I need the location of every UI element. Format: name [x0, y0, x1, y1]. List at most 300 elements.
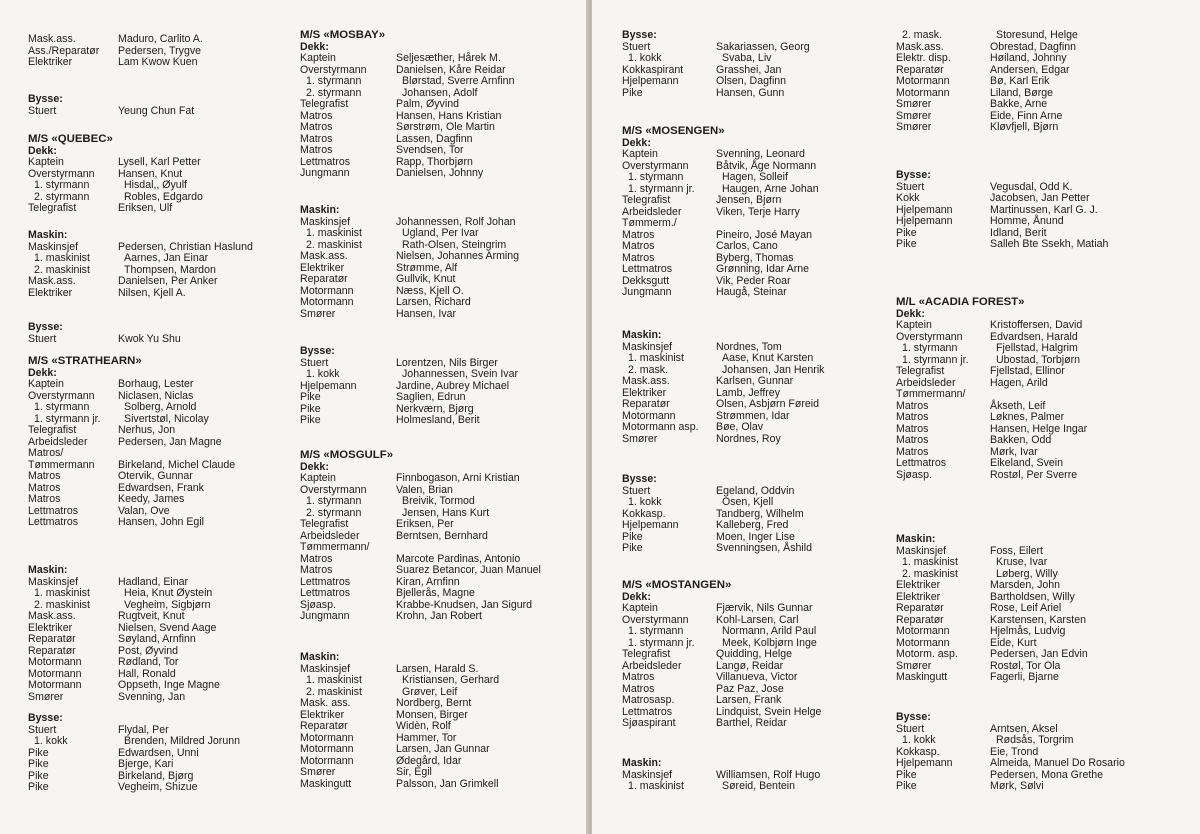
crew-role: Elektriker	[28, 286, 73, 299]
crew-name: Palsson, Jan Grimkell	[396, 777, 499, 790]
crew-role: Motormann	[896, 75, 950, 87]
crew-row	[896, 53, 1176, 65]
crew-role: Matros	[622, 240, 655, 252]
crew-role: Lettmatros	[622, 263, 673, 275]
crew-role: Telegrafist	[622, 194, 671, 206]
crew-role: 1. styrmann jr.	[628, 636, 695, 649]
crew-role: Stuert	[28, 723, 57, 736]
crew-block	[300, 205, 570, 320]
crew-name: Søyland, Arnfinn	[118, 633, 196, 645]
crew-role: Arbeidsleder	[300, 529, 360, 542]
crew-row	[300, 274, 570, 286]
crew-row	[28, 471, 298, 483]
crew-name: Jardine, Aubrey Michael	[396, 379, 510, 392]
crew-name: Kristiansen, Gerhard	[402, 674, 500, 686]
section-heading: Maskin:	[300, 651, 340, 663]
crew-block	[28, 230, 298, 299]
crew-role: Matros/	[28, 447, 64, 459]
crew-role: Lettmatros	[300, 155, 351, 168]
crew-name: Foss, Eilert	[990, 544, 1043, 557]
crew-name: Bakken, Odd	[990, 434, 1052, 446]
crew-name: Johansen, Jan Henrik	[722, 363, 825, 376]
crew-name: Andersen, Edgar	[990, 63, 1070, 76]
crew-row	[300, 721, 570, 733]
crew-role: Smører	[896, 98, 932, 110]
crew-row	[622, 76, 892, 88]
crew-role: Kaptein	[28, 156, 64, 168]
crew-role: Pike	[28, 758, 49, 770]
crew-role: 1. kokk	[628, 52, 662, 64]
crew-role: Pike	[622, 86, 643, 99]
crew-name: Breivik, Tormod	[402, 495, 475, 507]
crew-row	[896, 30, 1176, 42]
crew-name: Båtvik, Åge Normann	[716, 159, 817, 172]
crew-row	[896, 76, 1176, 88]
crew-row	[622, 195, 892, 207]
crew-role: Mask.ass.	[28, 610, 76, 622]
crew-row	[28, 157, 298, 169]
ship-title: M/S «STRATHEARN»	[28, 355, 142, 367]
crew-role: Overstyrmann	[622, 159, 689, 172]
crew-row	[28, 692, 298, 704]
crew-name: Hagen, Solleif	[722, 171, 788, 183]
crew-role: 1. styrmann	[34, 401, 90, 413]
crew-block	[896, 534, 1176, 684]
ship-title: M/S «MOSTANGEN»	[622, 579, 732, 591]
crew-role: Motormann asp.	[622, 421, 699, 433]
crew-name: Hisdal,, Øyulf	[124, 179, 187, 191]
crew-role: Maskinsjef	[622, 768, 673, 781]
crew-role: Jungmann	[300, 167, 350, 179]
crew-role: Ass./Reparatør	[28, 44, 100, 57]
crew-name: Hansen, Knut	[118, 167, 183, 180]
crew-row	[300, 168, 570, 180]
crew-name: Larsen, Frank	[716, 694, 782, 706]
crew-name: Birkeland, Bjørg	[118, 769, 194, 782]
crew-row	[622, 241, 892, 253]
crew-role: 2. mask.	[902, 29, 943, 41]
crew-name: Suarez Betancor, Juan Manuel	[396, 564, 541, 576]
crew-block	[300, 30, 570, 180]
crew-row	[300, 122, 570, 134]
crew-name: Brenden, Mildred Jorunn	[124, 735, 241, 747]
crew-role: Stuert	[28, 104, 57, 117]
crew-role: 1. styrmann	[628, 171, 684, 183]
crew-name: Lamb, Jeffrey	[716, 386, 780, 399]
crew-block	[622, 330, 892, 445]
crew-name: Nordnes, Tom	[716, 340, 782, 353]
crew-name: Fjellstad, Ellinor	[990, 365, 1065, 377]
crew-role: Motormann	[300, 296, 354, 308]
crew-row	[622, 218, 892, 230]
crew-row	[300, 744, 570, 756]
crew-name: Eikeland, Svein	[990, 457, 1064, 469]
crew-name: Rath-Olsen, Steingrim	[402, 238, 507, 251]
crew-row	[622, 353, 892, 365]
crew-row	[300, 565, 570, 577]
crew-block	[28, 565, 298, 703]
crew-role: Sjøasp.	[300, 598, 336, 611]
crew-role: 1. maskinist	[306, 227, 362, 239]
crew-name: Solberg, Arnold	[124, 401, 197, 413]
crew-name: Ødegård, Idar	[396, 754, 462, 767]
crew-role: 1. kokk	[34, 735, 68, 747]
section-heading: Bysse:	[300, 345, 335, 357]
crew-role: Motormann	[28, 656, 82, 668]
crew-row	[896, 412, 1176, 424]
crew-name: Rødland, Tor	[118, 656, 179, 668]
crew-name: Salleh Bte Ssekh, Matiah	[990, 238, 1109, 250]
crew-name: Robles, Edgardo	[124, 190, 203, 203]
crew-name: Vegheim, Sigbjørn	[124, 598, 211, 611]
crew-name: Nordberg, Bernt	[396, 697, 472, 709]
crew-row	[622, 434, 892, 446]
crew-name: Ugland, Per Ivar	[402, 227, 479, 239]
section-heading: Maskin:	[622, 329, 662, 341]
crew-role: Lettmatros	[622, 705, 673, 718]
crew-row	[28, 494, 298, 506]
crew-name: Kristoffersen, David	[990, 319, 1083, 331]
crew-row	[896, 389, 1176, 401]
crew-role: Pike	[28, 746, 49, 759]
crew-role: Elektr. disp.	[896, 52, 951, 64]
crew-name: Grasshei, Jan	[716, 63, 782, 76]
crew-role: Matros	[300, 132, 333, 145]
crew-name: Sakariassen, Georg	[716, 40, 810, 53]
crew-name: Viken, Terje Harry	[716, 205, 800, 218]
crew-role: Matros	[300, 552, 333, 565]
crew-role: Pike	[28, 769, 49, 782]
crew-name: Valan, Ove	[118, 504, 170, 517]
crew-role: 1. maskinist	[902, 556, 958, 568]
crew-role: Motorm. asp.	[896, 648, 958, 660]
crew-name: Tandberg, Wilhelm	[716, 507, 804, 520]
crew-block	[300, 652, 570, 790]
crew-name: Paz Paz, Jose	[716, 682, 784, 695]
crew-name: Hjelmås, Ludvig	[990, 625, 1066, 637]
crew-name: Williamsen, Rolf Hugo	[716, 768, 821, 781]
crew-name: Lorentzen, Nils Birger	[396, 356, 498, 369]
crew-row	[28, 253, 298, 265]
crew-name: Maduro, Carlito A.	[118, 33, 203, 45]
crew-name: Byberg, Thomas	[716, 251, 794, 264]
crew-row	[300, 145, 570, 157]
crew-block	[896, 297, 1176, 481]
crew-role: Stuert	[28, 332, 57, 345]
crew-name: Larsen, Jan Gunnar	[396, 743, 490, 755]
crew-name: Jacobsen, Jan Petter	[990, 192, 1090, 204]
crew-role: Mask.ass.	[28, 275, 76, 287]
crew-role: Dekksgutt	[622, 274, 670, 287]
section-heading: Dekk:	[28, 144, 57, 157]
crew-role: 2. maskinist	[902, 567, 958, 580]
crew-row	[896, 320, 1176, 332]
crew-row	[28, 276, 298, 288]
crew-name	[716, 218, 892, 230]
crew-role: 1. kokk	[902, 734, 936, 746]
crew-role: Mask.ass.	[896, 40, 944, 53]
crew-name: Lindquist, Svein Helge	[716, 705, 822, 718]
crew-name: Kiran, Arnfinn	[396, 575, 460, 588]
ship-title: M/S «QUEBEC»	[28, 133, 113, 145]
crew-role: Matros	[300, 109, 333, 122]
crew-row	[622, 376, 892, 388]
crew-name: Edwardsen, Unni	[118, 746, 199, 759]
crew-block	[28, 34, 298, 69]
crew-row	[896, 216, 1176, 228]
crew-role: Reparatør	[896, 63, 944, 76]
crew-role: Hjelpemann	[896, 203, 953, 216]
crew-role: Smører	[896, 121, 932, 133]
crew-role: Matros	[896, 399, 929, 412]
crew-name: Bøe, Olav	[716, 421, 764, 433]
crew-name: Pedersen, Jan Magne	[118, 435, 222, 448]
crew-name: Meek, Kolbjørn Inge	[722, 636, 817, 649]
crew-role: Hjelpemann	[300, 379, 357, 392]
crew-name: Hadland, Einar	[118, 575, 189, 588]
crew-row	[896, 626, 1176, 638]
crew-role: Matros	[28, 470, 61, 482]
crew-role: Elektriker	[28, 621, 73, 634]
crew-role: Pike	[896, 238, 917, 250]
crew-role: Overstyrmann	[28, 389, 95, 402]
crew-role: Pike	[28, 781, 49, 793]
crew-role: Matros	[622, 228, 655, 241]
crew-row	[28, 657, 298, 669]
crew-row	[28, 203, 298, 215]
crew-block	[300, 450, 570, 623]
crew-name: Søreid, Bentein	[722, 780, 796, 792]
crew-role: Motormann	[896, 636, 950, 649]
crew-role: Elektriker	[896, 590, 941, 603]
crew-name: Jensen, Hans Kurt	[402, 506, 490, 519]
crew-role: Motormann	[300, 743, 354, 755]
crew-role: 2. maskinist	[306, 238, 362, 251]
crew-row	[28, 425, 298, 437]
section-heading: Dekk:	[300, 460, 329, 473]
crew-name: Finnbogason, Arni Kristian	[396, 472, 520, 484]
crew-name: Hansen, Ivar	[396, 307, 457, 320]
crew-block	[28, 322, 298, 345]
crew-role: Jungmann	[622, 286, 672, 298]
crew-name: Karstensen, Karsten	[990, 613, 1086, 626]
crew-name: Bartholdsen, Willy	[990, 590, 1075, 603]
crew-name: Aarnes, Jan Einar	[124, 252, 209, 264]
crew-name: Løberg, Willy	[996, 567, 1058, 580]
crew-role: Matros	[896, 445, 929, 458]
crew-row	[300, 415, 570, 427]
crew-role: Arbeidsleder	[622, 205, 682, 218]
crew-name: Valen, Brian	[396, 483, 453, 496]
crew-role: Elektriker	[896, 579, 941, 591]
crew-name: Fjellstad, Halgrim	[996, 342, 1078, 354]
crew-role: Matrosasp.	[622, 694, 675, 706]
crew-row	[28, 736, 298, 748]
crew-role: Kaptein	[622, 602, 658, 614]
crew-row	[622, 781, 892, 793]
crew-role: 1. kokk	[306, 368, 340, 380]
section-heading: Dekk:	[28, 366, 57, 379]
crew-name: Hagen, Arild	[990, 376, 1048, 389]
crew-name: Eide, Kurt	[990, 636, 1037, 649]
crew-name: Quidding, Helge	[716, 648, 792, 660]
crew-role: Arbeidsleder	[896, 376, 956, 389]
crew-role: 1. styrmann jr.	[902, 353, 969, 366]
crew-name: Marcote Pardinas, Antonio	[396, 552, 521, 565]
section-heading: Bysse:	[28, 321, 63, 333]
crew-role: Tømmermann/	[896, 388, 966, 400]
crew-role: Kokkasp.	[896, 745, 940, 758]
crew-role: 1. styrmann	[306, 495, 362, 507]
crew-name: Hansen, Gunn	[716, 86, 785, 99]
crew-name: Oppseth, Inge Magne	[118, 679, 220, 691]
crew-row	[896, 193, 1176, 205]
crew-name: Widèn, Rolf	[396, 720, 451, 732]
crew-role: Motormann	[300, 284, 354, 297]
crew-name: Obrestad, Dagfinn	[990, 40, 1076, 53]
crew-block	[622, 474, 892, 555]
crew-role: Overstyrmann	[300, 63, 367, 76]
crew-role: 2. maskinist	[306, 685, 362, 698]
crew-name: Nilsen, Kjell A.	[118, 286, 186, 299]
crew-name: Høiland, Johnny	[990, 52, 1067, 64]
crew-role: Hjelpemann	[622, 519, 679, 531]
crew-role: Motormann	[300, 731, 354, 744]
crew-row	[300, 392, 570, 404]
crew-block	[622, 30, 892, 99]
crew-name: Hammer, Tor	[396, 731, 457, 744]
crew-row	[622, 172, 892, 184]
crew-role: Mask.ass.	[28, 33, 76, 45]
crew-row	[896, 458, 1176, 470]
crew-row	[28, 588, 298, 600]
section-heading: Bysse:	[622, 29, 657, 41]
crew-name: Edwardsen, Frank	[118, 481, 204, 494]
crew-name: Moen, Inger Lise	[716, 530, 795, 543]
crew-role: 1. maskinist	[34, 587, 90, 599]
section-heading: Maskin:	[300, 204, 340, 216]
crew-role: Matros	[300, 564, 333, 576]
crew-role: Lettmatros	[300, 587, 351, 599]
crew-name: Carlos, Cano	[716, 240, 778, 252]
crew-role: 2. maskinist	[34, 263, 90, 276]
crew-role: Elektriker	[300, 261, 345, 274]
crew-row	[896, 758, 1176, 770]
crew-block	[896, 30, 1176, 134]
crew-name: Pedersen, Jan Edvin	[990, 648, 1088, 660]
ship-title: M/S «MOSBAY»	[300, 29, 386, 41]
crew-role: Matros	[896, 434, 929, 446]
crew-role: Matros	[896, 411, 929, 423]
crew-role: Maskinsjef	[28, 240, 79, 253]
crew-name: Keedy, James	[118, 493, 185, 505]
crew-row	[896, 735, 1176, 747]
crew-role: Mask.ass.	[300, 250, 348, 262]
crew-name: Niclasen, Niclas	[118, 389, 194, 402]
crew-role: Kaptein	[896, 319, 932, 331]
crew-row	[896, 781, 1176, 793]
crew-role: Elektriker	[622, 386, 667, 399]
crew-name: Holmesland, Berit	[396, 414, 480, 426]
crew-name: Vik, Peder Roar	[716, 274, 791, 287]
ship-title: M/S «MOSGULF»	[300, 449, 394, 461]
crew-name: Otervik, Gunnar	[118, 470, 193, 482]
crew-name: Palm, Øyvind	[396, 98, 459, 110]
crew-role: Kokk	[896, 192, 920, 204]
crew-role: Pike	[896, 780, 917, 792]
crew-name: Marsden, John	[990, 579, 1061, 591]
crew-name: Fjærvik, Nils Gunnar	[716, 602, 813, 614]
crew-name: Bø, Karl Erik	[990, 75, 1050, 87]
crew-role: Tømmermann	[28, 458, 95, 471]
crew-name	[990, 389, 1176, 401]
section-heading: Bysse:	[622, 473, 657, 485]
section-heading: Dekk:	[300, 40, 329, 53]
crew-name: Nordnes, Roy	[716, 432, 781, 445]
crew-name: Almeida, Manuel Do Rosario	[990, 757, 1125, 769]
crew-role: Overstyrmann	[622, 613, 689, 626]
crew-role: Lettmatros	[896, 457, 947, 469]
ship-title: M/S «MOSENGEN»	[622, 125, 725, 137]
crew-row	[300, 756, 570, 768]
crew-name: Grønning, Idar Arne	[716, 263, 810, 275]
crew-role: Smører	[896, 659, 932, 672]
crew-name: Svendsen, Tor	[396, 144, 464, 156]
crew-name: Arntsen, Aksel	[990, 722, 1058, 735]
crew-role: Motormann	[300, 754, 354, 767]
crew-name: Homme, Ånund	[990, 215, 1064, 227]
crew-name: Pedersen, Trygve	[118, 44, 202, 57]
crew-role: 1. styrmann jr.	[628, 182, 695, 195]
crew-name: Løknes, Palmer	[990, 411, 1065, 423]
crew-name: Egeland, Oddvin	[716, 484, 795, 497]
crew-role: Matros	[300, 121, 333, 133]
crew-row	[896, 470, 1176, 482]
crew-name: Sir, Egil	[396, 766, 432, 778]
crew-name: Næss, Kjell O.	[396, 284, 464, 297]
crew-role: Smører	[28, 690, 64, 703]
crew-name: Bjellerås, Magne	[396, 587, 475, 599]
crew-name: Edvardsen, Harald	[990, 330, 1078, 343]
crew-name: Åkseth, Leif	[990, 399, 1046, 412]
crew-row	[622, 626, 892, 638]
crew-name: Svenning, Jan	[118, 690, 186, 703]
crew-name: Nielsen, Svend Aage	[118, 621, 217, 634]
crew-role: Maskinsjef	[300, 662, 351, 675]
crew-row	[28, 379, 298, 391]
crew-name: Langø, Reidar	[716, 659, 784, 672]
crew-name: Aase, Knut Karsten	[722, 352, 814, 364]
section-heading: Maskin:	[896, 533, 936, 545]
crew-role: Reparatør	[28, 633, 76, 645]
crew-role: Lettmatros	[28, 516, 79, 528]
crew-role: Overstyrmann	[300, 483, 367, 496]
crew-name: Eriksen, Per	[396, 518, 454, 530]
crew-name: Rugtveit, Knut	[118, 610, 185, 622]
crew-row	[622, 520, 892, 532]
crew-role: 1. maskinist	[34, 252, 90, 264]
section-heading: Dekk:	[896, 307, 925, 320]
crew-role: Reparatør	[896, 613, 944, 626]
crew-role: 1. maskinist	[628, 352, 684, 364]
crew-name: Kløvfjell, Bjørn	[990, 121, 1059, 133]
crew-role: Pike	[622, 542, 643, 554]
crew-name: Martinussen, Karl G. J.	[990, 203, 1098, 216]
crew-name: Johannessen, Svein Ivar	[402, 368, 519, 380]
crew-row	[896, 122, 1176, 134]
crew-row	[896, 366, 1176, 378]
crew-name: Eide, Finn Arne	[990, 109, 1063, 122]
